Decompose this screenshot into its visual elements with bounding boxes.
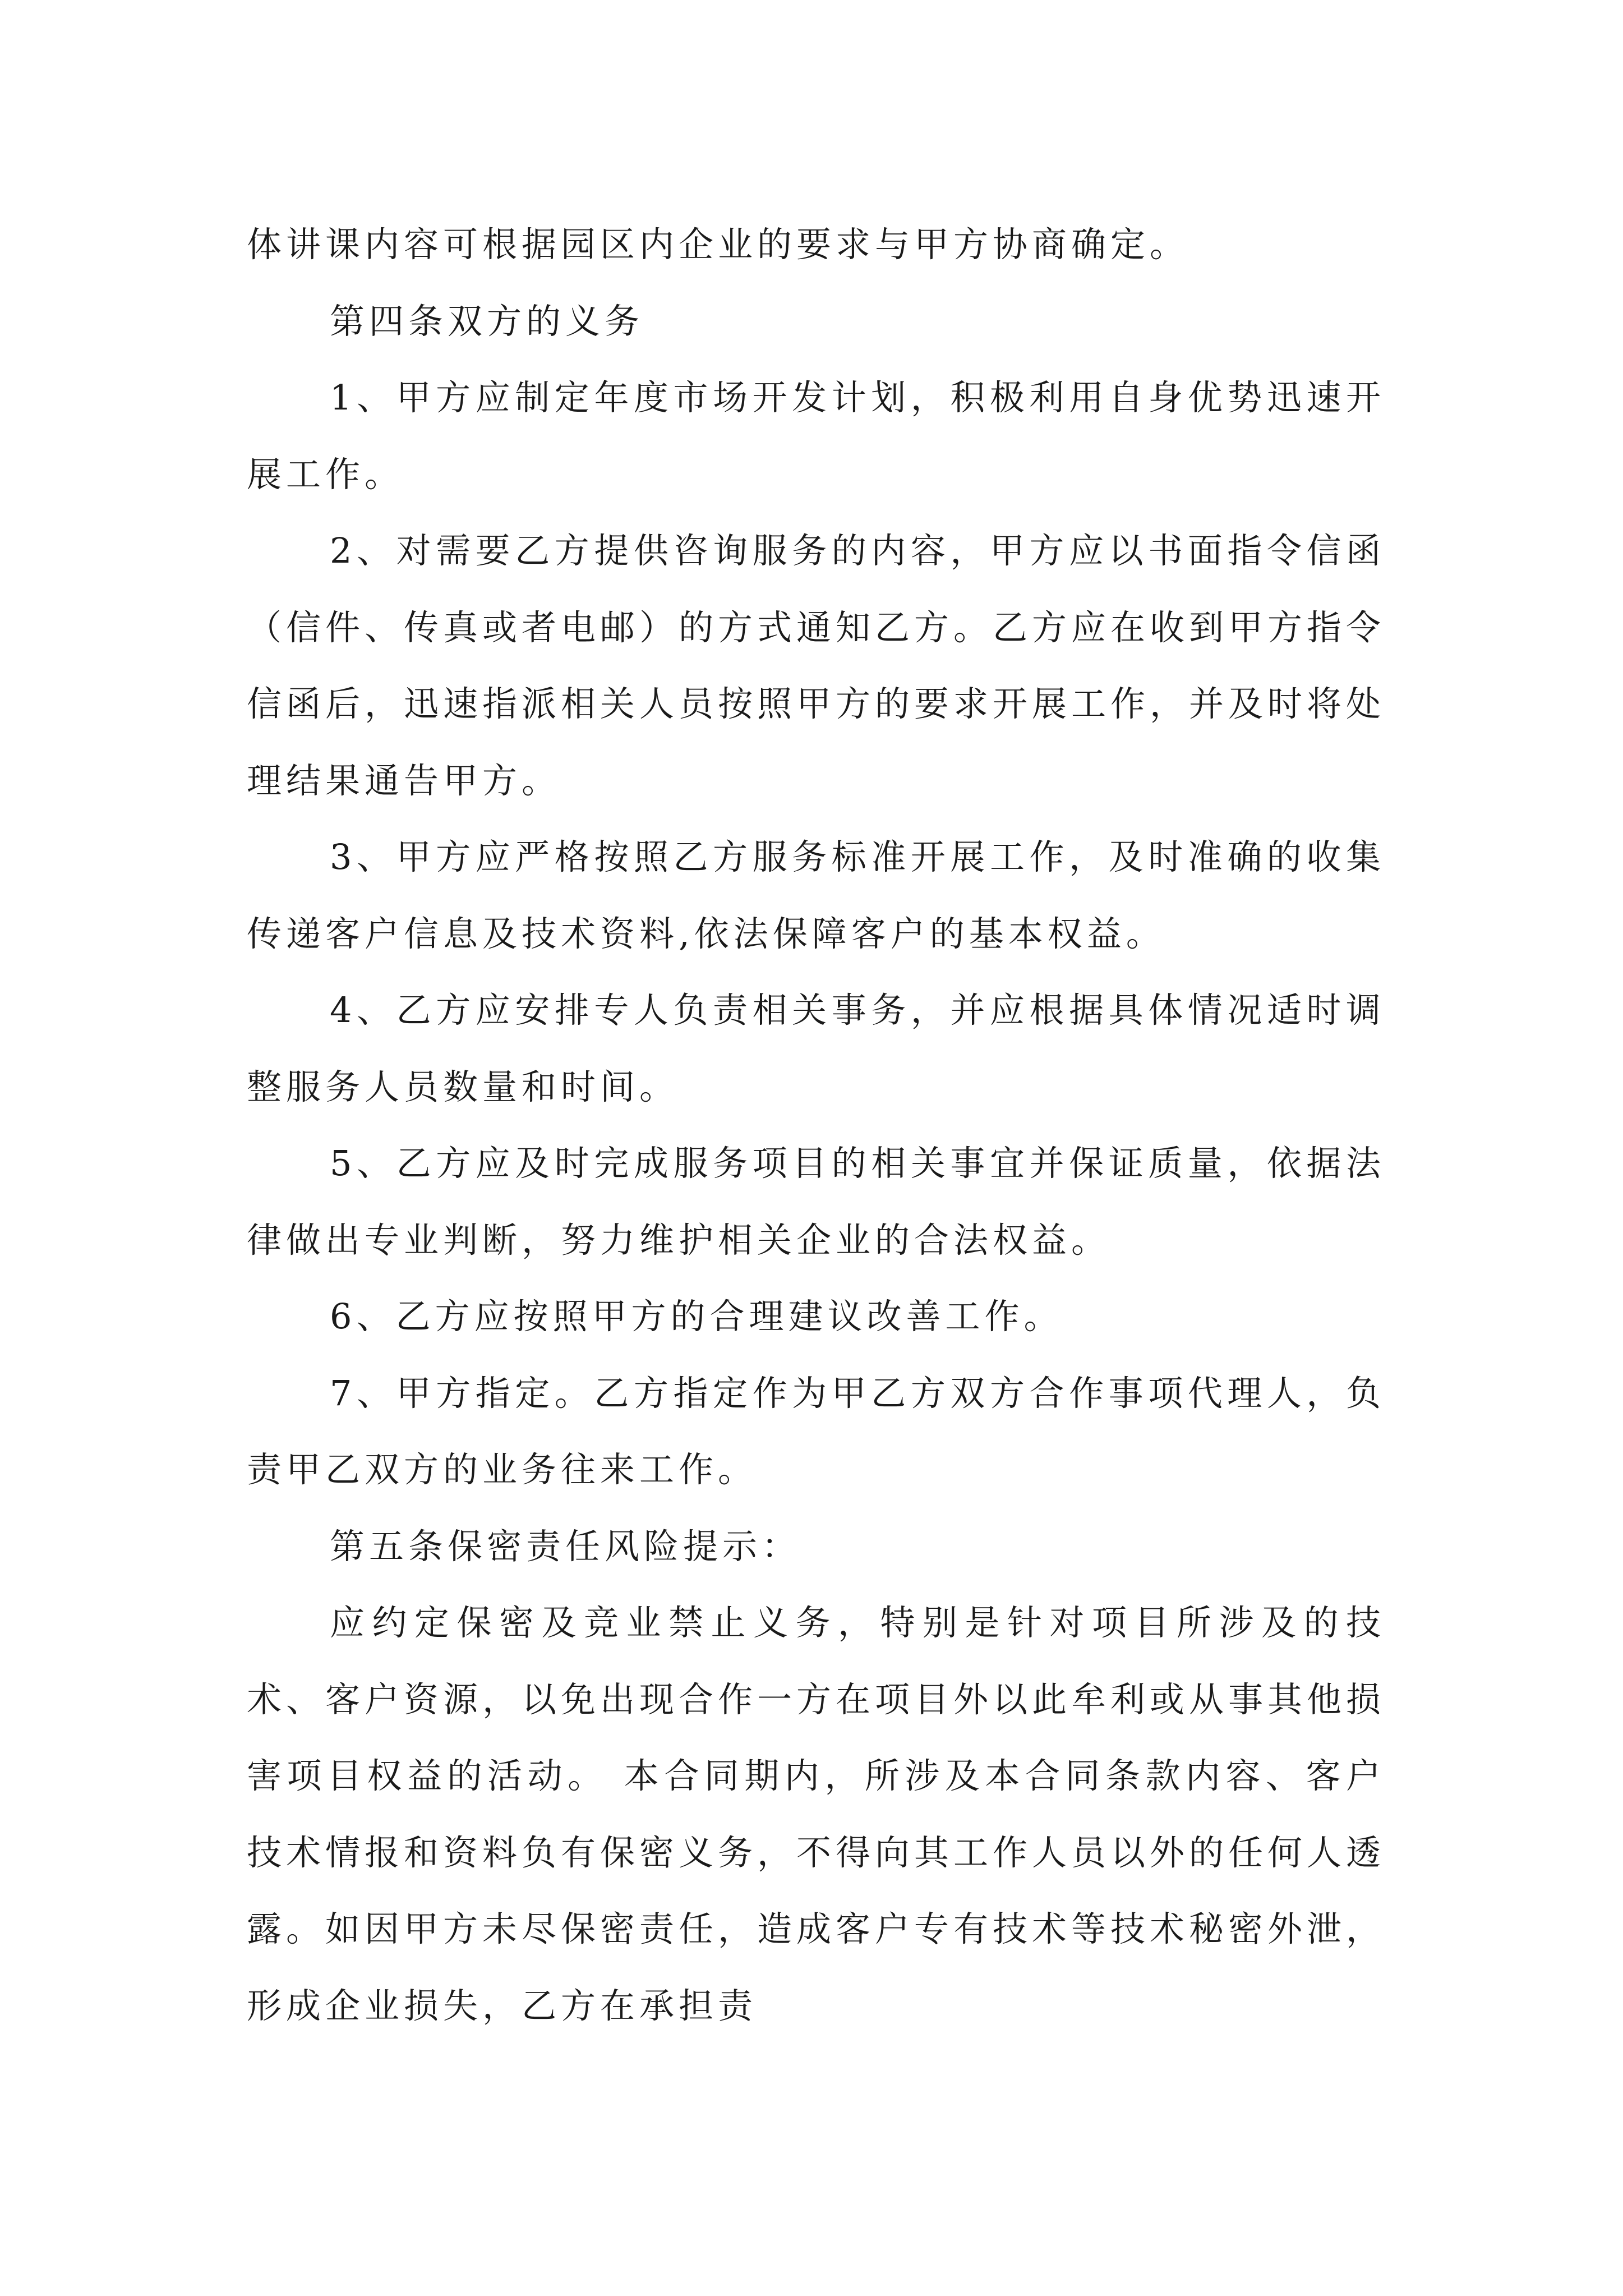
article-5-heading: 第五条保密责任风险提示： [330, 1525, 801, 1567]
confidentiality-paragraph: 应约定保密及竞业禁止义务，特别是针对项目所涉及的技术、客户资源，以免出现合作一方在项目外以此牟利或从事其他损害项目权益的活动。 本合同期内，所涉及本合同条款内容、客户技术情报和资料负有保密义务，不得向其工作人员以外的任何人透露。如因甲方未尽保密责任，造成客户专有技术等技术秘密外泄，形成企业损失，乙方在承担责 [247, 1602, 1386, 2026]
obligation-item-3: 3、甲方应严格按照乙方服务标准开展工作，及时准确的收集传递客户信息及技术资料,依法保障客户的基本权益。 [247, 836, 1385, 954]
obligation-item-6: 6、乙方应按照甲方的合理建议改善工作。 [330, 1296, 1063, 1337]
obligation-item-4: 4、乙方应安排专人负责相关事务，并应根据具体情况适时调整服务人员数量和时间。 [247, 990, 1385, 1107]
paragraph-continuation: 体讲课内容可根据园区内企业的要求与甲方协商确定。 [247, 224, 1189, 265]
obligation-item-7: 7、甲方指定。乙方指定作为甲乙方双方合作事项代理人，负责甲乙双方的业务往来工作。 [247, 1372, 1385, 1490]
article-4-heading: 第四条双方的义务 [330, 300, 644, 342]
obligation-item-2: 2、对需要乙方提供咨询服务的内容，甲方应以书面指令信函（信件、传真或者电邮）的方式通知乙方。乙方应在收到甲方指令信函后，迅速指派相关人员按照甲方的要求开展工作，并及时将处理结果通告甲方。 [247, 530, 1386, 801]
obligation-item-5: 5、乙方应及时完成服务项目的相关事宜并保证质量，依据法律做出专业判断，努力维护相关企业的合法权益。 [247, 1143, 1385, 1260]
obligation-item-1: 1、甲方应制定年度市场开发计划，积极利用自身优势迅速开展工作。 [247, 377, 1385, 495]
document-body [247, 206, 1385, 2044]
